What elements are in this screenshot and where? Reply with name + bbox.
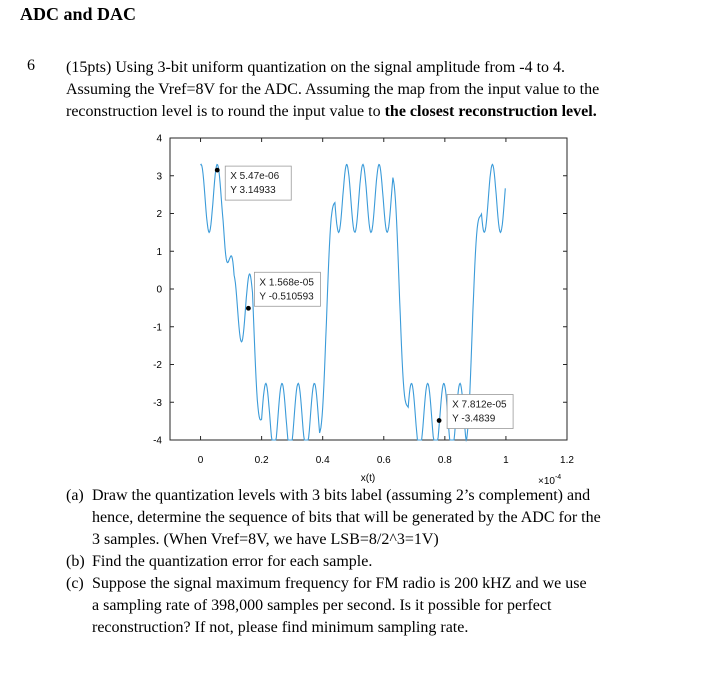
question-line-2: Assuming the Vref=8V for the ADC. Assuming the map from the input value to the bbox=[66, 81, 600, 98]
datatip-marker bbox=[215, 168, 220, 173]
part-a bbox=[66, 485, 666, 551]
y-tick-label: 3 bbox=[156, 171, 162, 183]
question-line-1: (15pts) Using 3-bit uniform quantization on the signal amplitude from -4 to 4. bbox=[66, 59, 566, 76]
x-tick-label: 0.4 bbox=[315, 455, 330, 466]
x-tick-label: 0.2 bbox=[254, 455, 269, 466]
y-tick-label: -2 bbox=[153, 360, 162, 371]
y-tick-label: -1 bbox=[153, 322, 162, 334]
part-a-label: (a) bbox=[66, 487, 84, 504]
part-b-label: (b) bbox=[66, 553, 85, 570]
datatip-y: Y -0.510593 bbox=[259, 291, 314, 303]
part-c-line-3: reconstruction? If not, please find minimum sampling rate. bbox=[92, 619, 469, 636]
part-a-line-3: 3 samples. (When Vref=8V, we have LSB=8/2^3=1V) bbox=[92, 531, 439, 548]
y-tick-label: -4 bbox=[153, 435, 162, 447]
question-line-3-bold: the closest reconstruction level. bbox=[384, 103, 597, 120]
x-tick-label: 0.6 bbox=[376, 455, 391, 466]
x-tick-label: 0 bbox=[197, 455, 204, 466]
part-a-line-2: hence, determine the sequence of bits that will be generated by the ADC for the bbox=[92, 509, 601, 526]
question-number: 6 bbox=[27, 57, 35, 74]
datatip-y: Y 3.14933 bbox=[230, 185, 276, 197]
part-c-line-1: Suppose the signal maximum frequency for FM radio is 200 kHZ and we use bbox=[92, 575, 587, 592]
part-a-line-1: Draw the quantization levels with 3 bits label (assuming 2’s complement) and bbox=[92, 487, 591, 504]
section-heading: ADC and DAC bbox=[20, 4, 137, 24]
question-line-3-prefix: reconstruction level is to round the input value to bbox=[66, 103, 385, 120]
x-tick-label: 1.2 bbox=[560, 455, 574, 466]
x-tick-label: 1 bbox=[503, 455, 509, 466]
datatip-x: X 7.812e-05 bbox=[452, 399, 507, 411]
x-tick-label: 0.8 bbox=[437, 455, 452, 466]
part-c-line-2: a sampling rate of 398,000 samples per second. Is it possible for perfect bbox=[92, 597, 552, 614]
x-multiplier-base: ×10 bbox=[538, 476, 555, 487]
datatip-x: X 1.568e-05 bbox=[259, 277, 314, 289]
sub-questions bbox=[66, 485, 666, 639]
y-tick-label: -3 bbox=[153, 397, 162, 409]
part-c bbox=[66, 573, 666, 639]
part-b-line-1: Find the quantization error for each sample. bbox=[92, 553, 373, 570]
y-tick-label: 0 bbox=[156, 284, 162, 296]
datatip-marker bbox=[246, 306, 251, 311]
datatip-x: X 5.47e-06 bbox=[230, 171, 280, 183]
x-multiplier-exponent: -4 bbox=[554, 474, 562, 481]
y-tick-label: 4 bbox=[156, 133, 162, 145]
x-axis-label: x(t) bbox=[360, 473, 376, 484]
part-b bbox=[66, 551, 666, 573]
y-tick-label: 2 bbox=[156, 209, 162, 220]
y-tick-label: 1 bbox=[156, 246, 162, 258]
datatip-marker bbox=[437, 418, 442, 423]
datatip-y: Y -3.4839 bbox=[452, 413, 496, 425]
part-c-label: (c) bbox=[66, 575, 84, 592]
